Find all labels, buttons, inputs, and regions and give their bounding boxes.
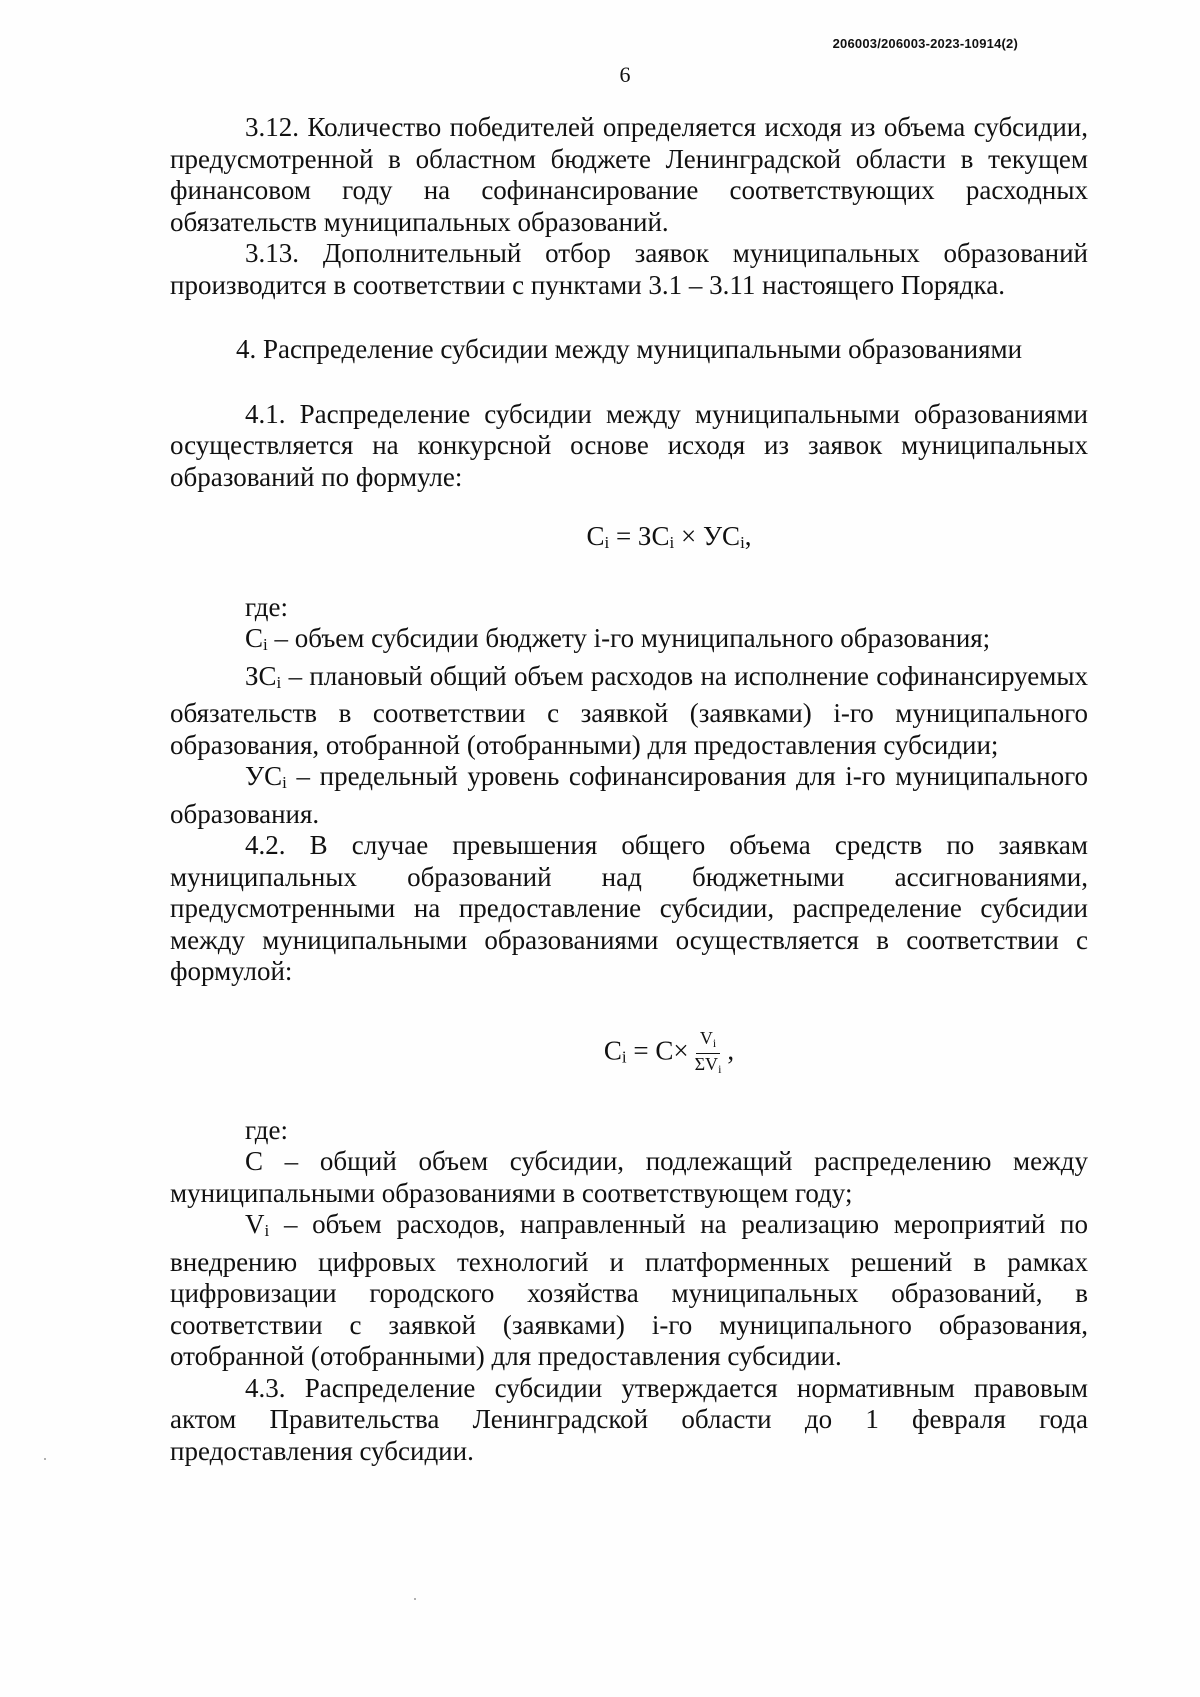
- definition-c: С – общий объем субсидии, подлежащий распределению между муниципальными образованиями в соответствующем году;: [170, 1146, 1088, 1208]
- formula-ci-eq: =: [609, 521, 638, 551]
- paragraph-3-13: 3.13. Дополнительный отбор заявок муниципальных образований производится в соответствии с пунктами 3.1 – 3.11 настоящего Порядка.: [170, 238, 1088, 300]
- definition-uci-symbol: УС: [245, 761, 283, 791]
- formula2-num-v: V: [699, 1027, 713, 1048]
- where-label-2: где:: [245, 1114, 288, 1145]
- definition-zci-text: – плановый общий объем расходов на исполнение софинансируемых обязательств в соответствии с заявкой (заявками) i-го муниципального образования, отобранной (отобранными) для предоставления субсидии;: [170, 660, 1089, 760]
- paragraph-4-2: 4.2. В случае превышения общего объема средств по заявкам муниципальных образований над бюджетными ассигнованиями, предусмотренными на предоставление субсидии, распределение субсидии между муниципальными образованиями осуществляется в соответствии с формулой:: [170, 830, 1088, 986]
- formula-ci-zc: ЗС: [637, 521, 670, 551]
- formula2-denominator: [691, 1054, 726, 1079]
- formula2-lhs: С: [603, 1035, 622, 1066]
- formula2-fraction: [691, 1028, 726, 1079]
- scan-speck: [414, 1598, 416, 1600]
- paragraph-4-3: 4.3. Распределение субсидии утверждается нормативным правовым актом Правительства Ленинградской области до 1 февраля года предоставления субсидии.: [170, 1372, 1088, 1466]
- formula-ci-sub: i: [604, 533, 610, 552]
- definition-uci-sub: i: [282, 773, 287, 792]
- definition-zci: [170, 661, 1088, 762]
- formula-ci-times: ×: [674, 521, 703, 551]
- page-number: 6: [619, 62, 631, 87]
- formula2-eq: =: [626, 1035, 656, 1066]
- formula-ci-lhs: С: [586, 521, 605, 551]
- formula2-den-sub: i: [718, 1061, 722, 1076]
- formula2-tail: ,: [727, 1035, 735, 1066]
- formula-ci-uc-sub: i: [740, 533, 745, 552]
- definition-zci-sub: i: [276, 672, 282, 692]
- formula2-den-v: ΣV: [694, 1053, 719, 1074]
- formula-ci-uc: УС: [702, 521, 741, 551]
- definition-vi-symbol: V: [245, 1209, 265, 1239]
- definition-ci-symbol: С: [245, 623, 264, 653]
- formula2-lhs-sub: i: [621, 1047, 627, 1067]
- document-id: 206003/206003-2023-10914(2): [832, 36, 1018, 51]
- definition-ci-sub: i: [263, 635, 268, 654]
- where-label-1: где:: [245, 591, 288, 622]
- scan-speck: [44, 1458, 46, 1460]
- document-body: [170, 112, 1088, 1467]
- section-heading-4: 4. Распределение субсидии между муниципальными образованиями: [235, 334, 1023, 364]
- paragraph-4-1: 4.1. Распределение субсидии между муниципальными образованиями осуществляется на конкурсной основе исходя из заявок муниципальных образований по формуле:: [170, 398, 1088, 492]
- definition-vi-text: – объем расходов, направленный на реализацию мероприятий по внедрению цифровых технологий и платформенных решений в рамках цифровизации городского хозяйства муниципальных образований, в соответствии с заявкой (заявками) i-го муниципального образования, отобранной (отобранными) для предоставления субсидии.: [170, 1209, 1088, 1371]
- definition-ci: [170, 623, 1088, 661]
- formula2-c-times: С×: [655, 1035, 689, 1066]
- formula-ci-zc-sub: i: [669, 533, 675, 552]
- formula-distribution: [170, 1028, 1088, 1079]
- definition-vi: [170, 1209, 1088, 1373]
- definition-ci-text: – объем субсидии бюджету i-го муниципального образования;: [274, 623, 991, 653]
- formula-ci-tail: ,: [744, 521, 752, 551]
- definition-vi-sub: i: [264, 1221, 270, 1240]
- definition-zci-symbol: ЗС: [245, 660, 277, 691]
- paragraph-3-12: 3.12. Количество победителей определяется исходя из объема субсидии, предусмотренной в областном бюджете Ленинградской области в текущем финансовом году на софинансирование соответствующих расходных обязательств муниципальных образований.: [170, 112, 1088, 237]
- definition-uci-text: – предельный уровень софинансирования для i-го муниципального образования.: [170, 761, 1089, 829]
- definition-uci: [170, 761, 1088, 830]
- formula2-num-sub: i: [712, 1035, 717, 1050]
- formula2-numerator: [696, 1028, 720, 1054]
- formula-ci: [170, 521, 1088, 559]
